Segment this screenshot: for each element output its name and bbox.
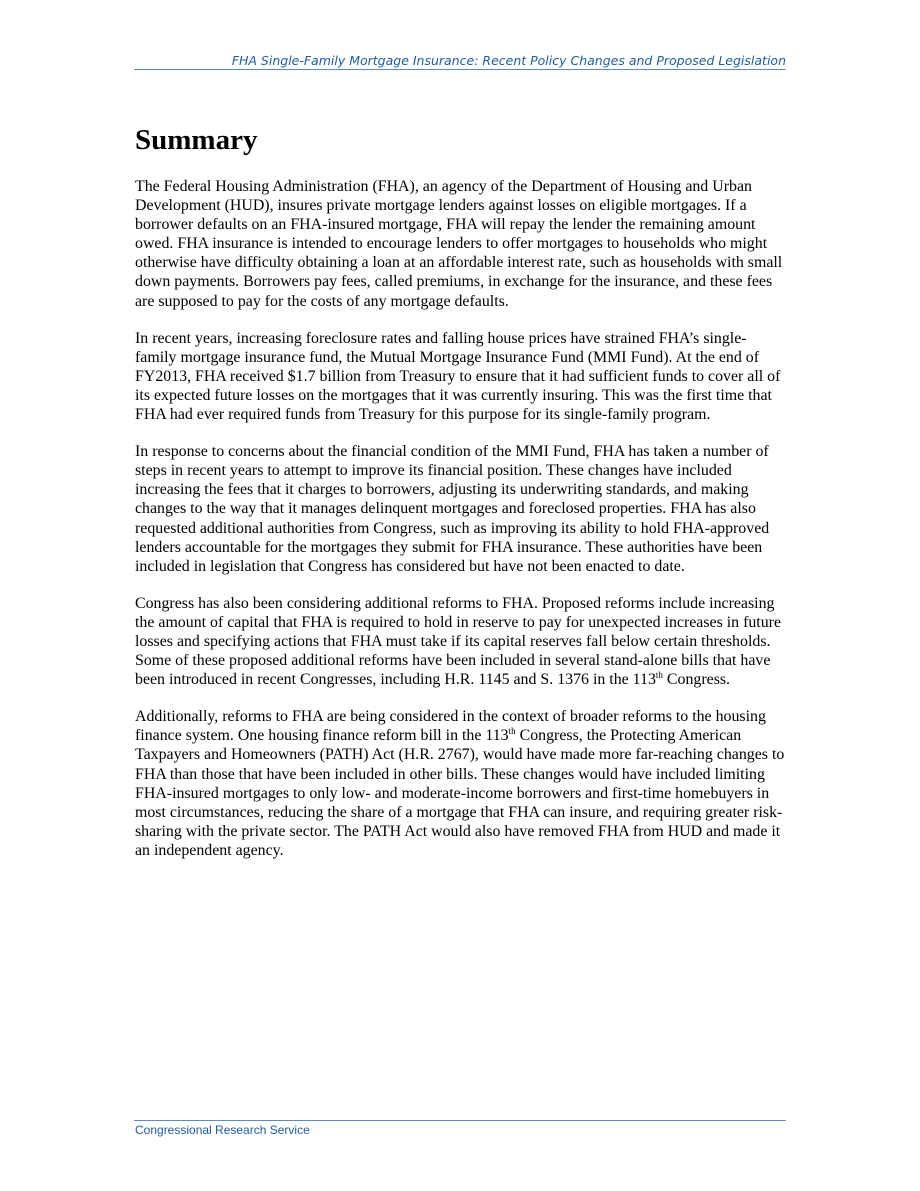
summary-paragraph-3: In response to concerns about the financial condition of the MMI Fund, FHA has taken a number of steps in recent years to attempt to improve its financial position. These changes have included increasing the fees that it charges to borrowers, adjusting its underwriting standards, and making changes to the way that it manages delinquent mortgages and foreclosed properties. FHA has also requested additional authorities from Congress, such as improving its ability to hold FHA-approved lenders accountable for the mortgages they submit for FHA insurance. These authorities have been included in legislation that Congress has considered but have not been enacted to date.: [135, 443, 770, 575]
paragraph-text: Congress has also been considering additional reforms to FHA. Proposed reforms include increasing the amount of capital that FHA is required to hold in reserve to pay for unexpected increases in future losses and specifying actions that FHA must take if its capital reserves fall below certain thresholds. Some of these proposed additional reforms have been included in several stand-alone bills that have been introduced in recent Congresses, including H.R. 1145 and S. 1376 in the 113: [135, 594, 782, 689]
footer-label: Congressional Research Service: [135, 1123, 310, 1137]
summary-paragraph-5: [135, 707, 787, 860]
running-header-title: FHA Single-Family Mortgage Insurance: Recent Policy Changes and Proposed Legislation: [231, 53, 786, 68]
paragraph-text: Additionally, reforms to FHA are being considered in the context of broader reforms to the housing finance system. One housing finance reform bill in the 113: [135, 708, 766, 745]
section-heading: Summary: [135, 124, 258, 156]
summary-paragraph-2: In recent years, increasing foreclosure rates and falling house prices have strained FHA’s single-family mortgage insurance fund, the Mutual Mortgage Insurance Fund (MMI Fund). At the end of FY2013, FHA received $1.7 billion from Treasury to ensure that it had sufficient funds to cover all of its expected future losses on the mortgages that it was currently insuring. This was the first time that FHA had ever required funds from Treasury for this purpose for its single-family program.: [135, 329, 781, 424]
summary-paragraph-1: The Federal Housing Administration (FHA), an agency of the Department of Housing and Urban Development (HUD), insures private mortgage lenders against losses on eligible mortgages. If a borrower defaults on an FHA-insured mortgage, FHA will repay the lender the remaining amount owed. FHA insurance is intended to encourage lenders to offer mortgages to households who might otherwise have difficulty obtaining a loan at an affordable interest rate, such as households with small down payments. Borrowers pay fees, called premiums, in exchange for the insurance, and these fees are supposed to pay for the costs of any mortgage defaults.: [135, 178, 783, 310]
summary-paragraph-4: [135, 594, 787, 689]
ordinal-suffix: th: [655, 670, 663, 681]
paragraph-text: Congress, the Protecting American Taxpayers and Homeowners (PATH) Act (H.R. 2767), would have made more far-reaching changes to FHA than those that have been included in other bills. These changes would have included limiting FHA-insured mortgages to only low- and moderate-income borrowers and first-time homebuyers in most circumstances, reducing the share of a mortgage that FHA can insure, and requiring greater risk-sharing with the private sector. The PATH Act would also have removed FHA from HUD and made it an independent agency.: [135, 727, 785, 859]
paragraph-text: Congress.: [662, 671, 731, 689]
header-divider: [134, 69, 786, 70]
ordinal-suffix: th: [508, 726, 516, 737]
footer-divider: [134, 1120, 786, 1121]
summary-body: [135, 177, 787, 878]
